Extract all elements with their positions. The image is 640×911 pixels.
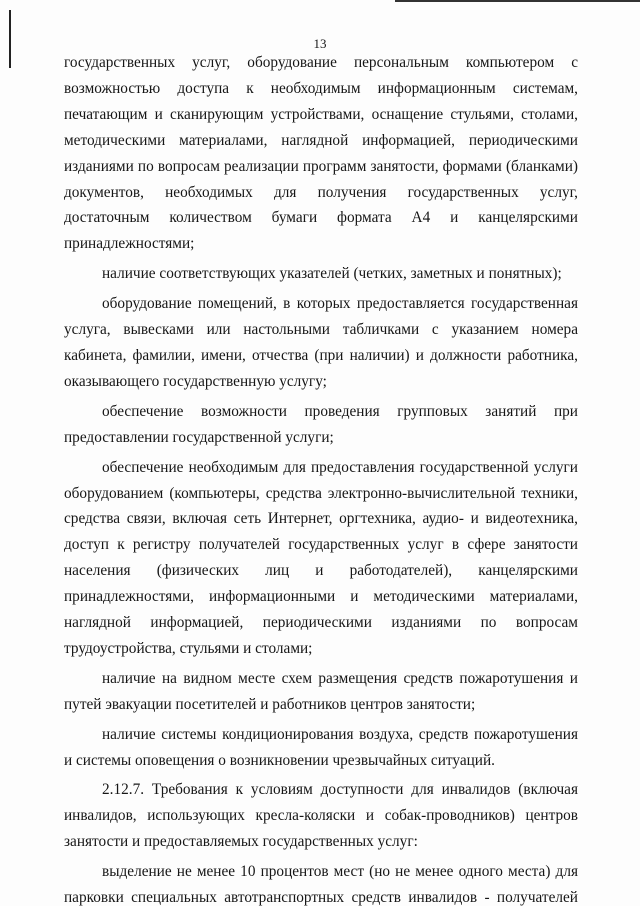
paragraph-signs: наличие соответствующих указателей (четких, заметных и понятных); <box>102 265 562 283</box>
paragraph-group-sessions: обеспечение возможности проведения групповых занятий при предоставлении государственной услуги; <box>64 402 578 446</box>
page-number: 13 <box>313 36 327 51</box>
paragraph-air-conditioning: наличие системы кондиционирования воздуха, средств пожаротушения и системы оповещения о возникновении чрезвычайных ситуаций. <box>64 725 578 769</box>
document-body <box>64 50 578 911</box>
paragraph-provision-equipment: обеспечение необходимым для предоставления государственной услуги оборудованием (компьютеры, средства электронно-вычислительной техники, средства связи, включая сеть Интернет, оргтехника, аудио- и видеотехника, доступ к регистру получателей государственных услуг в сфере занятости населения (физических лиц и работодателей), канцелярскими принадлежностями, информационными и методическими материалами, наглядной информацией, периодическими изданиями по вопросам трудоустройства, стульями и столами; <box>64 458 578 657</box>
paragraph-room-equipment: оборудование помещений, в которых предоставляется государственная услуга, вывесками или настольными табличками с указанием номера кабинета, фамилии, имени, отчества (при наличии) и должности работника, оказывающего государственную услугу; <box>64 295 578 390</box>
scan-edge-top <box>395 0 640 2</box>
paragraph-equipment-continued: государственных услуг, оборудование персональным компьютером с возможностью доступа к необходимым информационным системам, печатающим и сканирующим устройствами, оснащение стульями, столами, методическими материалами, наглядной информацией, периодическими изданиями по вопросам реализации программ занятости, формами (бланками) документов, необходимых для получения государственных услуг, достаточным количеством бумаги формата А4 и канцелярскими принадлежностями; <box>64 54 578 253</box>
paragraph-parking: выделение не менее 10 процентов мест (но не менее одного места) для парковки специальных автотранспортных средств инвалидов - получателей <box>64 863 578 907</box>
paragraph-section-2-12-7: 2.12.7. Требования к условиям доступности для инвалидов (включая инвалидов, использующих кресла-коляски и собак-проводников) центров занятости и предоставляемых государственных услуг: <box>64 781 578 851</box>
paragraph-fire-schemes: наличие на видном месте схем размещения средств пожаротушения и путей эвакуации посетителей и работников центров занятости; <box>64 669 578 713</box>
